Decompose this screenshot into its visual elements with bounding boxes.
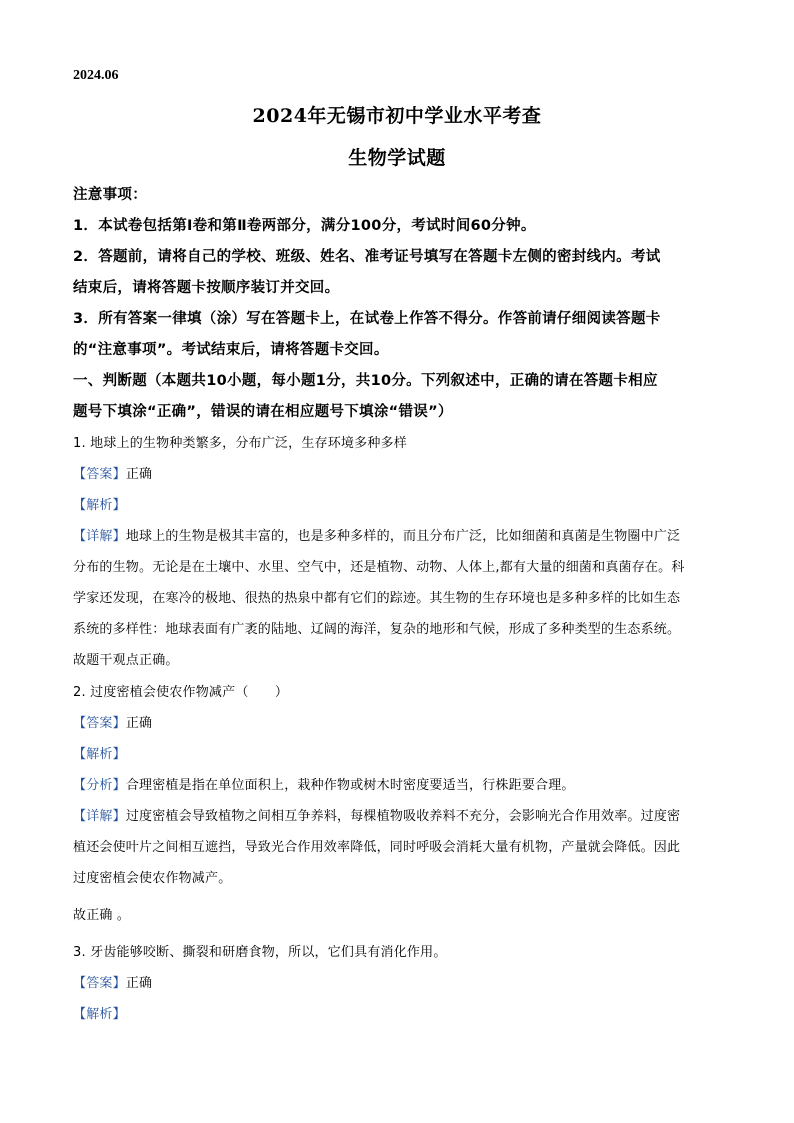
q2-fenxi-line — [73, 774, 723, 793]
q2-detail-line-2: 植还会使叶片之间相互遮挡，导致光合作用效率降低，同时呼吸会消耗大量有机物，产量就会降低。因此 — [73, 840, 681, 855]
q2-answer-text: 正确 — [125, 716, 153, 731]
q1-detail-line-4: 系统的多样性：地球表面有广袤的陆地、辽阔的海洋，复杂的地形和气候，形成了多种类型的生态系统。 — [73, 622, 681, 637]
question-3: 3. 牙齿能够咬断、撕裂和研磨食物，所以，它们具有消化作用。 — [73, 945, 447, 960]
q2-detail-line-3: 过度密植会使农作物减产。 — [73, 871, 232, 886]
question-1: 1. 地球上的生物种类繁多，分布广泛，生存环境多种多样 — [73, 436, 407, 451]
answer-label: 【答案】 — [73, 467, 126, 482]
fenxi-label: 【分析】 — [73, 778, 126, 793]
q2-answer — [73, 712, 723, 731]
exam-subtitle: 生物学试题 — [348, 147, 446, 169]
q1-detail-line-2: 分布的生物。无论是在土壤中、水里、空气中，还是植物、动物、人体上,都有大量的细菌和真菌存在。科 — [73, 560, 685, 575]
q2-fenxi-text: 合理密植是指在单位面积上，栽种作物或树木时密度要适当，行株距要合理。 — [125, 778, 575, 793]
detail-label: 【详解】 — [73, 529, 126, 544]
q2-analysis-label: 【解析】 — [73, 747, 126, 762]
notice-heading: 注意事项： — [73, 187, 147, 203]
q1-detail-line-5: 故题干观点正确。 — [73, 653, 179, 668]
section-heading-line-2: 题号下填涂“正确”，错误的请在相应题号下填涂“错误”） — [73, 404, 453, 420]
notice-item-3-line-1: 3．所有答案一律填（涂）写在答题卡上，在试卷上作答不得分。作答前请仔细阅读答题卡 — [73, 311, 661, 327]
q1-answer-text: 正确 — [125, 467, 153, 482]
q3-answer — [73, 972, 723, 991]
q1-detail-line-1 — [73, 525, 723, 544]
answer-label: 【答案】 — [73, 716, 126, 731]
notice-item-2-line-2: 结束后，请将答题卡按顺序装订并交回。 — [73, 280, 340, 296]
section-heading-line-1: 一、判断题（本题共10小题，每小题1分，共10分。下列叙述中，正确的请在答题卡相应 — [73, 373, 658, 389]
q1-detail-line-3: 学家还发现，在寒冷的极地、很热的热泉中都有它们的踪迹。其生物的生存环境也是多种多样的比如生态 — [73, 591, 681, 606]
exam-title: 2024年无锡市初中学业水平考查 — [252, 105, 542, 127]
q3-answer-text: 正确 — [125, 976, 153, 991]
notice-item-2-line-1: 2．答题前，请将自己的学校、班级、姓名、准考证号填写在答题卡左侧的密封线内。考试 — [73, 249, 661, 265]
detail-label: 【详解】 — [73, 809, 126, 824]
q2-conclusion: 故正确 。 — [73, 908, 131, 923]
q2-detail-line-1 — [73, 805, 723, 824]
q3-analysis-label: 【解析】 — [73, 1007, 126, 1022]
notice-item-3-line-2: 的“注意事项”。考试结束后，请将答题卡交回。 — [73, 342, 389, 358]
q1-detail-text-1: 地球上的生物是极其丰富的，也是多种多样的，而且分布广泛，比如细菌和真菌是生物圈中广泛 — [125, 529, 681, 544]
exam-date: 2024.06 — [73, 68, 119, 83]
notice-item-1: 1．本试卷包括第Ⅰ卷和第Ⅱ卷两部分，满分100分，考试时间60分钟。 — [73, 218, 536, 234]
q1-analysis-label: 【解析】 — [73, 498, 126, 513]
question-2: 2. 过度密植会使农作物减产（ ） — [73, 685, 289, 700]
answer-label: 【答案】 — [73, 976, 126, 991]
q2-detail-text-1: 过度密植会导致植物之间相互争养料，每棵植物吸收养料不充分，会影响光合作用效率。过度密 — [125, 809, 681, 824]
q1-answer — [73, 463, 723, 482]
